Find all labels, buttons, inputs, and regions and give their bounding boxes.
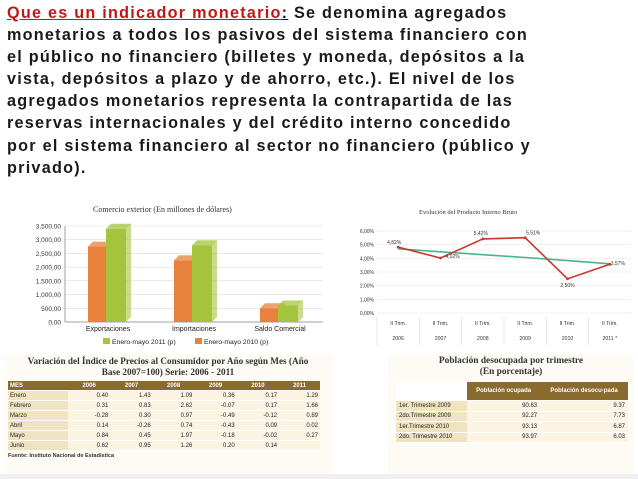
cpi-header-2010: 2010 [237,381,279,391]
cpi-month: Mayo [8,431,68,441]
unemployment-header-employed: Población ocupada [467,382,540,401]
data-point [481,238,484,241]
cpi-month: Junio [8,441,68,451]
cpi-cell: 0.45 [110,431,152,441]
y-tick-label: 3,00% [359,270,374,276]
cpi-table-panel [3,355,333,473]
cpi-month: Febrero [8,401,68,411]
y-tick-label: 3,000,00 [35,237,61,245]
paragraph-line-1 [7,2,633,24]
chart-title: Comercio exterior (En millones de dólares) [93,205,232,214]
x-tick-label: 2007 [434,336,447,342]
x-tick-label: Exportaciones [85,326,131,333]
data-point [397,246,400,249]
table-row [8,401,320,411]
cpi-cell: 0.14 [237,441,279,451]
cpi-cell: -0.43 [194,421,236,431]
unemployment-period: 1er.Trimestre 2010 [396,422,467,433]
legend-swatch [103,338,110,344]
cpi-cell: -0.12 [237,411,279,421]
cpi-cell: 0.84 [68,431,110,441]
x-tick-label: Saldo Comercial [254,326,306,333]
x-tick-label: Importaciones [172,326,216,333]
data-label: 3,57% [610,261,625,268]
cpi-month: Abril [8,421,68,431]
cpi-cell: -0.49 [194,411,236,421]
y-tick-label: 5,00% [359,242,374,249]
x-tick-label: 2010 [561,336,574,342]
cpi-cell: 0.74 [153,421,195,431]
unemployment-table-title [388,355,634,378]
bar [192,245,212,322]
cpi-header-mes: MES [8,381,68,391]
y-tick-label: 1,00% [359,297,374,304]
cpi-header-2006: 2006 [68,381,110,391]
definition-intro: Se denomina agregados [288,4,508,22]
table-row [396,422,628,433]
cpi-source: Fuente: Instituto Nacional de Estadística [8,453,115,459]
cpi-cell: 0.30 [110,411,152,421]
cpi-header-2008: 2008 [153,381,195,391]
cpi-cell: 1.43 [110,391,152,401]
cpi-header-2011: 2011 [279,381,320,391]
cpi-cell: 0.36 [194,391,236,401]
y-tick-label: 2,500,00 [35,250,61,258]
cpi-cell: 0.62 [68,441,110,451]
cpi-header-row [8,381,320,391]
bar [88,247,108,322]
table-row [396,411,628,422]
y-tick-label: 1,500,00 [35,278,61,286]
cpi-cell: 0.95 [110,441,152,451]
paragraph-line-4: vista, depósitos a plazo y de ahorro, etc.). El nivel de los [7,70,516,89]
cpi-header-2009: 2009 [194,381,236,391]
legend-swatch [195,338,202,344]
definition-colon: : [281,4,289,22]
x-tick-label: II Trim. [517,321,534,327]
x-tick-label: II Trim. [601,321,618,327]
cpi-month: Enero [8,391,68,401]
cpi-cell: 1.97 [153,431,195,441]
slide-bottom-edge [0,474,638,479]
y-tick-label: 0,00 [48,319,61,327]
x-tick-label: 2006 [392,336,404,342]
gdp-chart-panel [345,200,635,348]
table-row [8,441,320,451]
table-row [396,432,628,443]
cpi-cell: -0.26 [110,421,152,431]
y-tick-label: 3,500,00 [35,223,61,231]
unemployment-cell: 6.03 [540,432,628,443]
paragraph-line-2: monetarios a todos los pasivos del sistema financiero con [7,26,529,45]
cpi-cell: 0.09 [237,421,279,431]
cpi-cell: 1.66 [279,401,320,411]
bar-side [212,240,217,322]
data-point [439,257,442,260]
cpi-cell [279,441,320,451]
cpi-cell: 0.83 [110,401,152,411]
cpi-cell: 1.29 [279,391,320,401]
table-row [8,391,320,401]
unemployment-table [396,382,628,443]
data-label: 2,50% [560,282,575,289]
y-tick-label: 0,00% [359,311,374,317]
cpi-cell: 0.27 [279,431,320,441]
cpi-cell: 1.26 [153,441,195,451]
cpi-cell: 2.62 [153,401,195,411]
paragraph-line-5: agregados monetarios representa la contrapartida de las [7,92,513,111]
cpi-cell: 0.89 [279,411,320,421]
table-row [8,431,320,441]
unemployment-period: 2do. Trimestre 2010 [396,432,467,443]
unemployment-cell: 92.27 [467,411,540,422]
unemployment-header-period [396,382,467,401]
unemployment-table-panel [388,355,634,473]
cpi-table-title [3,355,333,378]
x-tick-label: II Trim. [390,321,407,327]
definition-title: Que es un indicador monetario [7,4,282,22]
cpi-title-line-1: Variación del Índice de Precios al Consumidor por Año según Mes (Año [27,356,309,366]
series-line [398,249,610,264]
x-tick-label: II Trim. [432,321,449,327]
cpi-month: Marzo [8,411,68,421]
unemployment-title-line-2: (En porcentaje) [479,367,543,377]
definition-paragraph [7,2,633,180]
cpi-cell: -0.18 [194,431,236,441]
cpi-cell: 0.97 [153,411,195,421]
bar-side [126,224,131,322]
x-tick-label: 2009 [519,336,531,342]
chart-title: Evolución del Producto Interno Bruto [419,209,518,216]
bar [174,260,194,322]
cpi-cell: 1.09 [153,391,195,401]
cpi-cell: -0.28 [68,411,110,421]
trade-bar-chart [3,196,336,348]
data-label: 4,82% [387,240,402,247]
x-tick-label: II Trim. [474,321,491,327]
y-tick-label: 2,00% [359,283,374,290]
unemployment-cell: 90.63 [467,401,540,412]
x-tick-label: 2008 [477,336,489,342]
y-tick-label: 1,000,00 [35,292,61,300]
unemployment-cell: 9.37 [540,401,628,412]
unemployment-period: 2do.Trimestre 2009 [396,411,467,422]
bar [278,306,298,322]
data-point [524,236,527,239]
paragraph-line-3: el público no financiero (billetes y moneda, depósitos a la [7,48,526,67]
cpi-cell: 0.14 [68,421,110,431]
data-label: 5,51% [526,230,541,237]
legend-label: Enero-mayo 2011 (p) [112,339,176,346]
unemployment-header-row [396,382,628,401]
cpi-cell: 0.17 [237,391,279,401]
y-tick-label: 4,00% [359,256,374,263]
table-row [8,421,320,431]
trade-chart-panel [3,196,336,348]
cpi-cell: 0.17 [237,401,279,411]
cpi-header-2007: 2007 [110,381,152,391]
table-row [396,401,628,412]
legend-label: Enero-mayo 2010 (p) [204,339,269,346]
data-label: 5,42% [473,230,488,237]
unemployment-cell: 6.87 [540,422,628,433]
cpi-cell: 0.40 [68,391,110,401]
bar [260,308,280,322]
unemployment-cell: 93.97 [467,432,540,443]
paragraph-line-8: privado). [7,158,87,177]
unemployment-period: 1er. Trimestre 2009 [396,401,467,412]
cpi-cell: -0.07 [194,401,236,411]
bar [106,229,126,322]
table-row [8,411,320,421]
unemployment-cell: 93.13 [467,422,540,433]
paragraph-line-6: reservas internacionales y del crédito interno concedido [7,114,512,133]
unemployment-cell: 7.73 [540,411,628,422]
data-point [566,277,569,280]
data-label: 4,02% [445,254,460,261]
cpi-cell: 0.20 [194,441,236,451]
paragraph-line-7: por el sistema financiero al sector no financiero (público y [7,136,531,155]
gdp-line-chart [345,200,635,348]
x-tick-label: II Trim. [559,321,576,327]
unemployment-title-line-1: Población desocupada por trimestre [438,356,584,366]
cpi-cell: 0.02 [279,421,320,431]
cpi-cell: 0.31 [68,401,110,411]
y-tick-label: 500,00 [41,305,61,313]
cpi-table [8,381,320,451]
x-tick-label: 2011 * [602,336,618,342]
cpi-title-line-2: Base 2007=100) Serie: 2006 - 2011 [101,367,235,377]
cpi-cell: -0.02 [237,431,279,441]
y-tick-label: 2,000,00 [35,264,61,272]
y-tick-label: 6,00% [359,229,374,235]
unemployment-header-unemployed: Población desocu-pada [540,382,628,401]
